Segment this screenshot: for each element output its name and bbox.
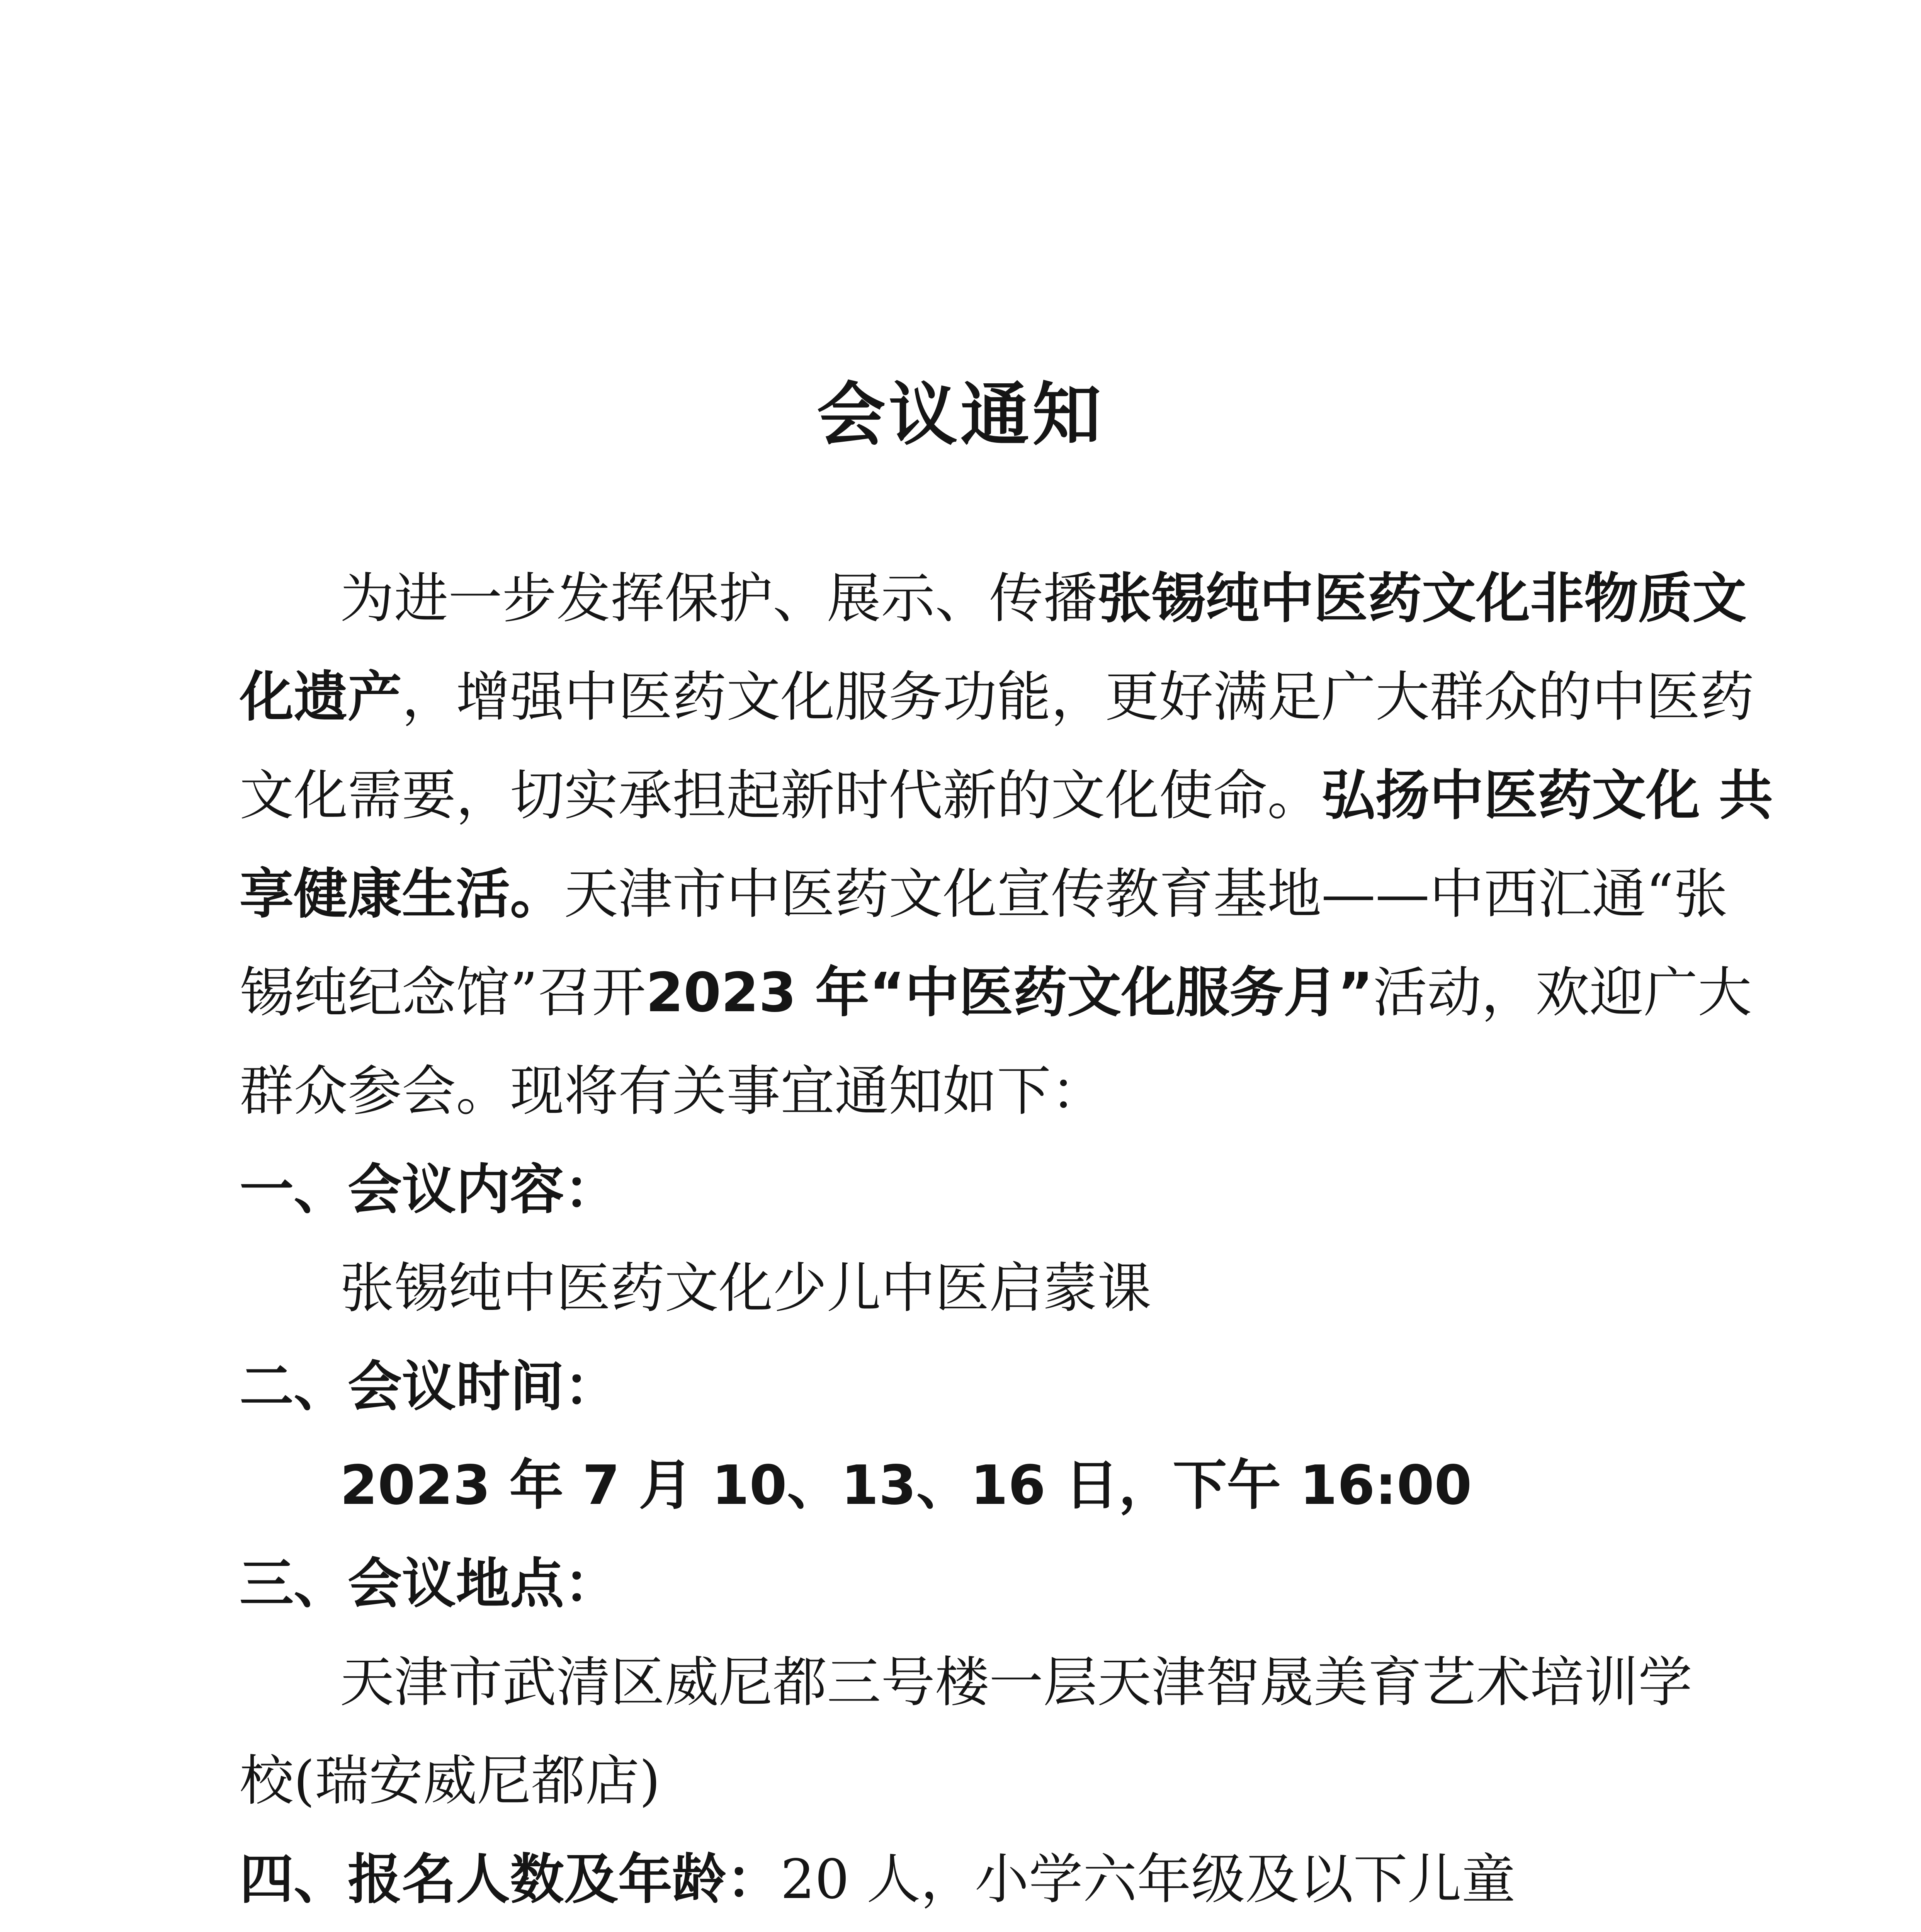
intro-line-6: 群众参会。现将有关事宜通知如下：: [240, 1060, 1105, 1123]
section-4-content: 20 人，小学六年级及以下儿童: [780, 1848, 1516, 1911]
section-1-heading: 一、会议内容：: [240, 1158, 619, 1221]
intro-line-5: 锡纯纪念馆”召开2023 年“中医药文化服务月”活动，欢迎广大: [240, 961, 1752, 1024]
section-2-content: 2023 年 7 月 10、13、16 日，下午 16:00: [340, 1454, 1472, 1517]
section-3-heading: 三、会议地点：: [240, 1553, 619, 1616]
section-1-content: 张锡纯中医药文化少儿中医启蒙课: [340, 1257, 1152, 1320]
section-4-line: [240, 1848, 1681, 1911]
section-4-heading: 四、报名人数及年龄：: [240, 1848, 781, 1911]
intro-line-4: 享健康生活。天津市中医药文化宣传教育基地——中西汇通“张: [240, 863, 1728, 926]
section-3-address-line-1: 天津市武清区威尼都三号楼一层天津智晟美育艺术培训学: [340, 1651, 1693, 1714]
document-title: 会议通知: [817, 375, 1104, 455]
intro-line-1: 为进一步发挥保护、展示、传播张锡纯中医药文化非物质文: [340, 567, 1747, 630]
section-2-heading: 二、会议时间：: [240, 1355, 619, 1418]
intro-line-2: 化遗产，增强中医药文化服务功能，更好满足广大群众的中医药: [240, 666, 1754, 729]
section-3-address-line-2: 校(瑞安威尼都店): [240, 1750, 661, 1813]
intro-line-3: 文化需要，切实承担起新时代新的文化使命。弘扬中医药文化 共: [240, 764, 1773, 827]
